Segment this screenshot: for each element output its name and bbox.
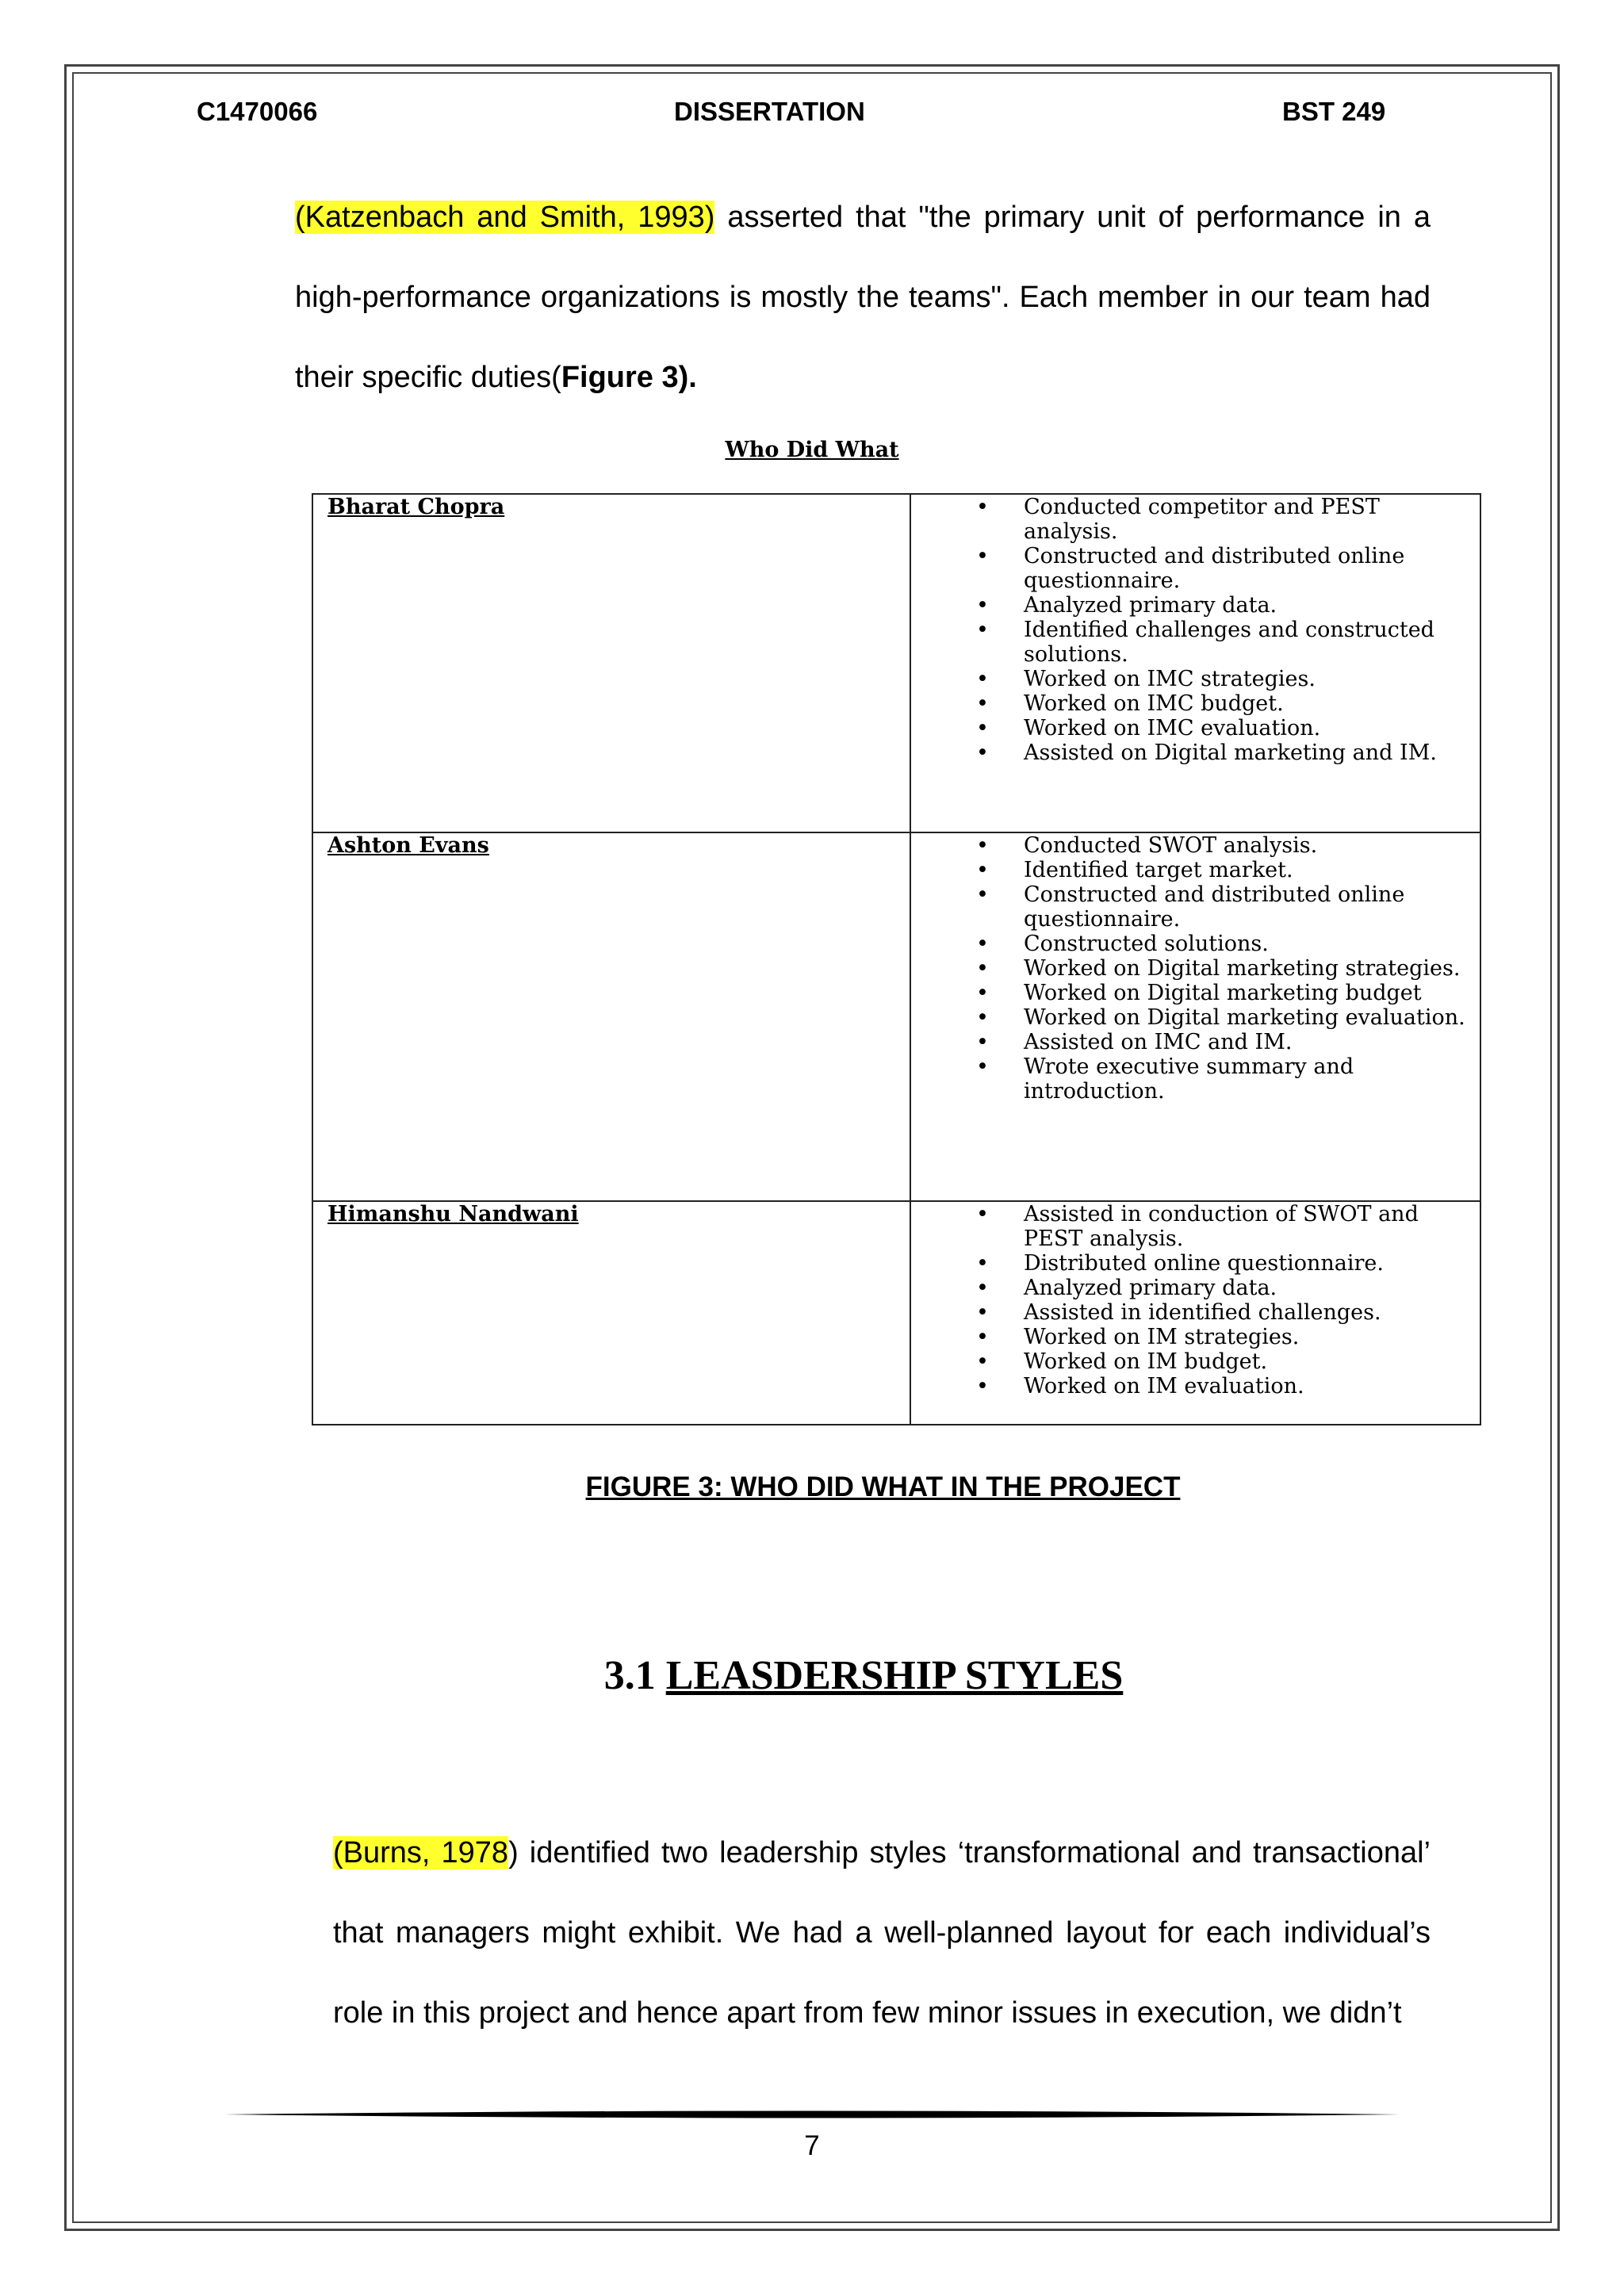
bullet-icon: • (976, 858, 989, 882)
page-number: 7 (804, 2130, 820, 2161)
duty-text: Constructed and distributed online questionnaire. (1024, 544, 1405, 593)
list-item (911, 932, 1480, 956)
list-item (911, 544, 1480, 593)
bullet-icon: • (976, 618, 989, 642)
member-name-cell (312, 832, 910, 1201)
duty-text: Conducted SWOT analysis. (1024, 833, 1318, 858)
list-item (911, 667, 1480, 691)
list-item (911, 740, 1480, 765)
list-item (911, 593, 1480, 618)
bullet-icon: • (976, 667, 989, 691)
duty-text: Analyzed primary data. (1024, 1276, 1277, 1300)
list-item (911, 1030, 1480, 1054)
list-item (911, 1374, 1480, 1399)
duty-text: Worked on Digital marketing strategies. (1024, 956, 1461, 981)
citation-katzenbach: (Katzenbach and Smith, 1993) (295, 201, 715, 234)
member-duties-cell (910, 494, 1480, 832)
member-name: Bharat Chopra (327, 495, 505, 519)
list-item (911, 833, 1480, 858)
duty-text: Worked on IMC budget. (1024, 691, 1284, 716)
table-row (312, 832, 1480, 1201)
member-duties-cell (910, 1201, 1480, 1425)
bullet-icon: • (976, 1276, 989, 1300)
bullet-icon: • (976, 740, 989, 765)
who-did-what-table (312, 493, 1481, 1425)
duty-text: Analyzed primary data. (1024, 593, 1277, 618)
list-item (911, 1276, 1480, 1300)
section-number: 3.1 (603, 1653, 666, 1698)
list-item (911, 956, 1480, 981)
bullet-icon: • (976, 1251, 989, 1276)
member-name-cell (312, 1201, 910, 1425)
bullet-icon: • (976, 882, 989, 907)
intro-text: asserted that "the primary unit of performance in a high-performance organizations is mostly the teams". Each member in our team had their specific duties( (295, 201, 1431, 394)
bullet-icon: • (976, 1325, 989, 1349)
duty-text: Worked on IM evaluation. (1024, 1374, 1304, 1399)
duty-text: Worked on IMC strategies. (1024, 667, 1316, 691)
member-name: Himanshu Nandwani (327, 1202, 579, 1226)
figure-caption: FIGURE 3: WHO DID WHAT IN THE PROJECT (585, 1471, 1181, 1502)
duty-text: Assisted in identified challenges. (1024, 1300, 1381, 1325)
body-paragraph (333, 1813, 1431, 2053)
header-student-id: C1470066 (197, 97, 318, 126)
header-module-code: BST 249 (1282, 97, 1386, 126)
list-item (911, 858, 1480, 882)
bullet-icon: • (976, 1054, 989, 1079)
list-item (911, 495, 1480, 544)
header-document-type: DISSERTATION (674, 97, 865, 126)
duty-text: Assisted on Digital marketing and IM. (1024, 740, 1437, 765)
list-item (911, 618, 1480, 667)
duties-list (911, 1202, 1480, 1399)
list-item (911, 1349, 1480, 1374)
member-name-cell (312, 494, 910, 832)
bullet-icon: • (976, 956, 989, 981)
list-item (911, 1005, 1480, 1030)
bullet-icon: • (976, 1300, 989, 1325)
duty-text: Assisted in conduction of SWOT and PEST analysis. (1024, 1202, 1419, 1251)
list-item (911, 1251, 1480, 1276)
intro-paragraph (295, 178, 1431, 418)
list-item (911, 1202, 1480, 1251)
bullet-icon: • (976, 1030, 989, 1054)
section-title: LEASDERSHIP STYLES (665, 1653, 1124, 1698)
bullet-icon: • (976, 1005, 989, 1030)
duty-text: Worked on Digital marketing evaluation. (1024, 1005, 1465, 1030)
duty-text: Worked on Digital marketing budget (1024, 981, 1422, 1005)
bullet-icon: • (976, 544, 989, 568)
table-row (312, 1201, 1480, 1425)
bullet-icon: • (976, 1374, 989, 1399)
member-duties-cell (910, 832, 1480, 1201)
duty-text: Worked on IM strategies. (1024, 1325, 1300, 1349)
bullet-icon: • (976, 716, 989, 740)
bullet-icon: • (976, 691, 989, 716)
footer-divider (224, 2109, 1400, 2120)
bullet-icon: • (976, 1202, 989, 1226)
figure-reference: Figure 3). (561, 361, 697, 394)
duty-text: Constructed and distributed online questionnaire. (1024, 882, 1405, 932)
duties-list (911, 833, 1480, 1104)
bullet-icon: • (976, 593, 989, 618)
list-item (911, 1300, 1480, 1325)
citation-burns: (Burns, 1978 (333, 1836, 509, 1869)
list-item (911, 716, 1480, 740)
member-name: Ashton Evans (327, 833, 489, 858)
list-item (911, 1325, 1480, 1349)
duties-list (911, 495, 1480, 765)
list-item (911, 981, 1480, 1005)
table-row (312, 494, 1480, 832)
list-item (911, 882, 1480, 932)
duty-text: Identified challenges and constructed solutions. (1024, 618, 1434, 667)
duty-text: Conducted competitor and PEST analysis. (1024, 495, 1380, 544)
figure-title: Who Did What (725, 438, 899, 462)
bullet-icon: • (976, 1349, 989, 1374)
body-text: ) identified two leadership styles ‘transformational and transactional’ that managers might exhibit. We had a well-planned layout for each individual’s role in this project and hence apart from few minor issues in execution, we didn’t (333, 1836, 1431, 2030)
bullet-icon: • (976, 833, 989, 858)
list-item (911, 1054, 1480, 1104)
duty-text: Assisted on IMC and IM. (1024, 1030, 1293, 1054)
bullet-icon: • (976, 981, 989, 1005)
duty-text: Identified target market. (1024, 858, 1293, 882)
duty-text: Worked on IMC evaluation. (1024, 716, 1321, 740)
list-item (911, 691, 1480, 716)
duty-text: Worked on IM budget. (1024, 1349, 1268, 1374)
section-heading (0, 1652, 1624, 1699)
duty-text: Constructed solutions. (1024, 932, 1269, 956)
duty-text: Wrote executive summary and introduction. (1024, 1054, 1354, 1104)
duty-text: Distributed online questionnaire. (1024, 1251, 1384, 1276)
bullet-icon: • (976, 495, 989, 519)
bullet-icon: • (976, 932, 989, 956)
